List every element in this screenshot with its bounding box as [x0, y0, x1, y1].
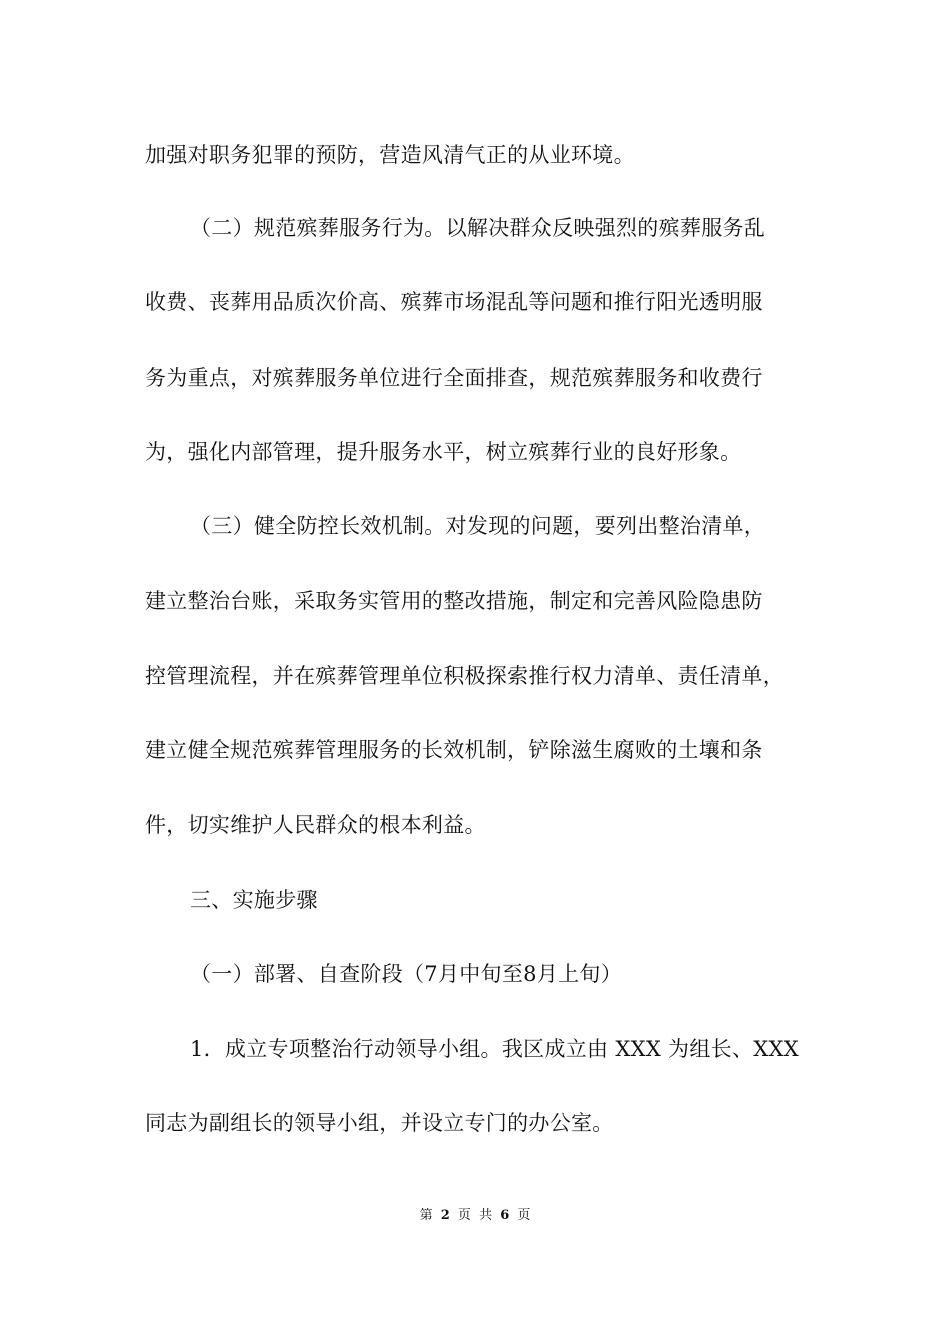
text-line-9: 建立健全规范殡葬管理服务的长效机制，铲除滋生腐败的土壤和条	[145, 738, 763, 762]
text-line-7: 建立整治台账，采取务实管用的整改措施，制定和完善风险隐患防	[145, 589, 763, 613]
text-line-8: 控管理流程，并在殡葬管理单位积极探索推行权力清单、责任清单，	[145, 664, 784, 688]
total-prefix: 共	[479, 1208, 493, 1223]
text-line-4: 务为重点，对殡葬服务单位进行全面排查，规范殡葬服务和收费行	[145, 366, 763, 390]
current-page-number: 2	[440, 1208, 450, 1223]
total-pages-number: 6	[500, 1208, 510, 1223]
page-prefix: 第	[419, 1208, 433, 1223]
text-line-13: 1．成立专项整治行动领导小组。我区成立由 XXX 为组长、XXX	[190, 1037, 800, 1061]
text-line-14: 同志为副组长的领导小组，并设立专门的办公室。	[145, 1111, 614, 1135]
page-number-footer	[0, 1207, 950, 1225]
subsection-heading: （一）部署、自查阶段（7月中旬至8月上旬）	[190, 962, 623, 986]
total-suffix: 页	[517, 1208, 531, 1223]
page-word: 页	[457, 1208, 471, 1223]
text-line-5: 为，强化内部管理，提升服务水平，树立殡葬行业的良好形象。	[145, 440, 742, 464]
text-line-10: 件，切实维护人民群众的根本利益。	[145, 813, 486, 837]
text-line-1: 加强对职务犯罪的预防，营造风清气正的从业环境。	[145, 143, 635, 167]
text-line-6: （三）健全防控长效机制。对发现的问题，要列出整治清单，	[190, 514, 766, 538]
text-line-2: （二）规范殡葬服务行为。以解决群众反映强烈的殡葬服务乱	[190, 216, 766, 240]
text-line-3: 收费、丧葬用品质次价高、殡葬市场混乱等问题和推行阳光透明服	[145, 290, 763, 314]
section-heading: 三、实施步骤	[190, 888, 318, 912]
